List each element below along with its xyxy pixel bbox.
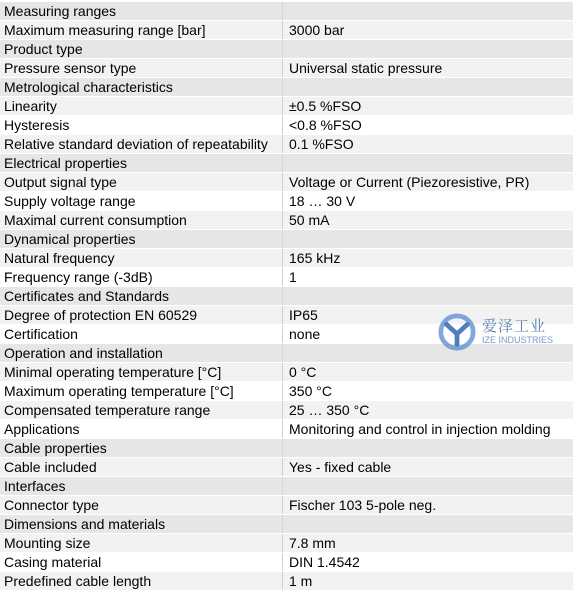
section-header-row	[0, 230, 573, 249]
property-label: Compensated temperature range	[4, 402, 211, 418]
table-row	[0, 173, 573, 192]
section-header-row	[0, 154, 573, 173]
property-value	[282, 230, 573, 248]
section-title: Measuring ranges	[4, 3, 117, 19]
table-row	[0, 325, 573, 344]
table-row	[0, 553, 573, 572]
property-value: DIN 1.4542	[282, 553, 573, 571]
section-header-row	[0, 344, 573, 363]
specification-table	[0, 2, 573, 591]
property-label: Output signal type	[4, 174, 117, 190]
property-value: Voltage or Current (Piezoresistive, PR)	[282, 173, 573, 191]
table-row	[0, 192, 573, 211]
table-row	[0, 211, 573, 230]
property-label: Casing material	[4, 554, 102, 570]
table-row	[0, 21, 573, 40]
property-label: Supply voltage range	[4, 193, 136, 209]
section-title: Dynamical properties	[4, 231, 136, 247]
property-value	[282, 40, 573, 58]
section-header-row	[0, 477, 573, 496]
table-row	[0, 249, 573, 268]
property-label: Maximum operating temperature [°C]	[4, 383, 234, 399]
property-label: Mounting size	[4, 535, 91, 551]
section-title: Certificates and Standards	[4, 288, 169, 304]
property-value: 50 mA	[282, 211, 573, 229]
property-value: 1 m	[282, 572, 573, 590]
property-value: IP65	[282, 306, 573, 324]
table-row	[0, 382, 573, 401]
property-value	[282, 344, 573, 362]
table-row	[0, 534, 573, 553]
section-title: Dimensions and materials	[4, 516, 166, 532]
property-value	[282, 287, 573, 305]
property-label: Certification	[4, 326, 78, 342]
table-row	[0, 268, 573, 287]
table-row	[0, 572, 573, 591]
property-label: Degree of protection EN 60529	[4, 307, 198, 323]
property-label: Cable included	[4, 459, 97, 475]
property-label: Frequency range (-3dB)	[4, 269, 153, 285]
property-value: Yes - fixed cable	[282, 458, 573, 476]
section-header-row	[0, 515, 573, 534]
table-row	[0, 496, 573, 515]
property-value: 0 °C	[282, 363, 573, 381]
property-value: ±0.5 %FSO	[282, 97, 573, 115]
property-value: Monitoring and control in injection molding	[282, 420, 573, 438]
section-header-row	[0, 439, 573, 458]
property-label: Relative standard deviation of repeatability	[4, 136, 268, 152]
section-title: Cable properties	[4, 440, 107, 456]
property-value	[282, 154, 573, 172]
property-label: Maximum measuring range [bar]	[4, 22, 206, 38]
watermark-en: IZE INDUSTRIES	[482, 335, 554, 345]
property-value: 7.8 mm	[282, 534, 573, 552]
section-title: Operation and installation	[4, 345, 163, 361]
property-value	[282, 477, 573, 495]
table-row	[0, 135, 573, 154]
property-value: Universal static pressure	[282, 59, 573, 77]
section-header-row	[0, 40, 573, 59]
section-title: Product type	[4, 41, 83, 57]
property-label: Pressure sensor type	[4, 60, 137, 76]
property-value: 165 kHz	[282, 249, 573, 267]
property-value: <0.8 %FSO	[282, 116, 573, 134]
property-value	[282, 78, 573, 96]
property-value: 3000 bar	[282, 21, 573, 39]
property-label: Natural frequency	[4, 250, 115, 266]
property-value	[282, 2, 573, 20]
property-label: Linearity	[4, 98, 57, 114]
property-value	[282, 515, 573, 533]
table-row	[0, 306, 573, 325]
property-label: Connector type	[4, 497, 99, 513]
property-value: none	[282, 325, 573, 343]
section-header-row	[0, 2, 573, 21]
watermark-cn: 爱泽工业	[482, 317, 547, 335]
section-header-row	[0, 287, 573, 306]
property-value: 1	[282, 268, 573, 286]
property-label: Minimal operating temperature [°C]	[4, 364, 222, 380]
table-row	[0, 116, 573, 135]
table-row	[0, 420, 573, 439]
table-row	[0, 59, 573, 78]
property-value: 25 … 350 °C	[282, 401, 573, 419]
table-row	[0, 401, 573, 420]
section-title: Electrical properties	[4, 155, 127, 171]
table-row	[0, 458, 573, 477]
section-title: Metrological characteristics	[4, 79, 173, 95]
property-value: 18 … 30 V	[282, 192, 573, 210]
property-value: Fischer 103 5-pole neg.	[282, 496, 573, 514]
property-label: Predefined cable length	[4, 573, 152, 589]
property-label: Hysteresis	[4, 117, 70, 133]
table-row	[0, 97, 573, 116]
property-label: Maximal current consumption	[4, 212, 187, 228]
property-value	[282, 439, 573, 457]
table-row	[0, 363, 573, 382]
property-value: 350 °C	[282, 382, 573, 400]
section-header-row	[0, 78, 573, 97]
property-value: 0.1 %FSO	[282, 135, 573, 153]
section-title: Interfaces	[4, 478, 66, 494]
property-label: Applications	[4, 421, 80, 437]
